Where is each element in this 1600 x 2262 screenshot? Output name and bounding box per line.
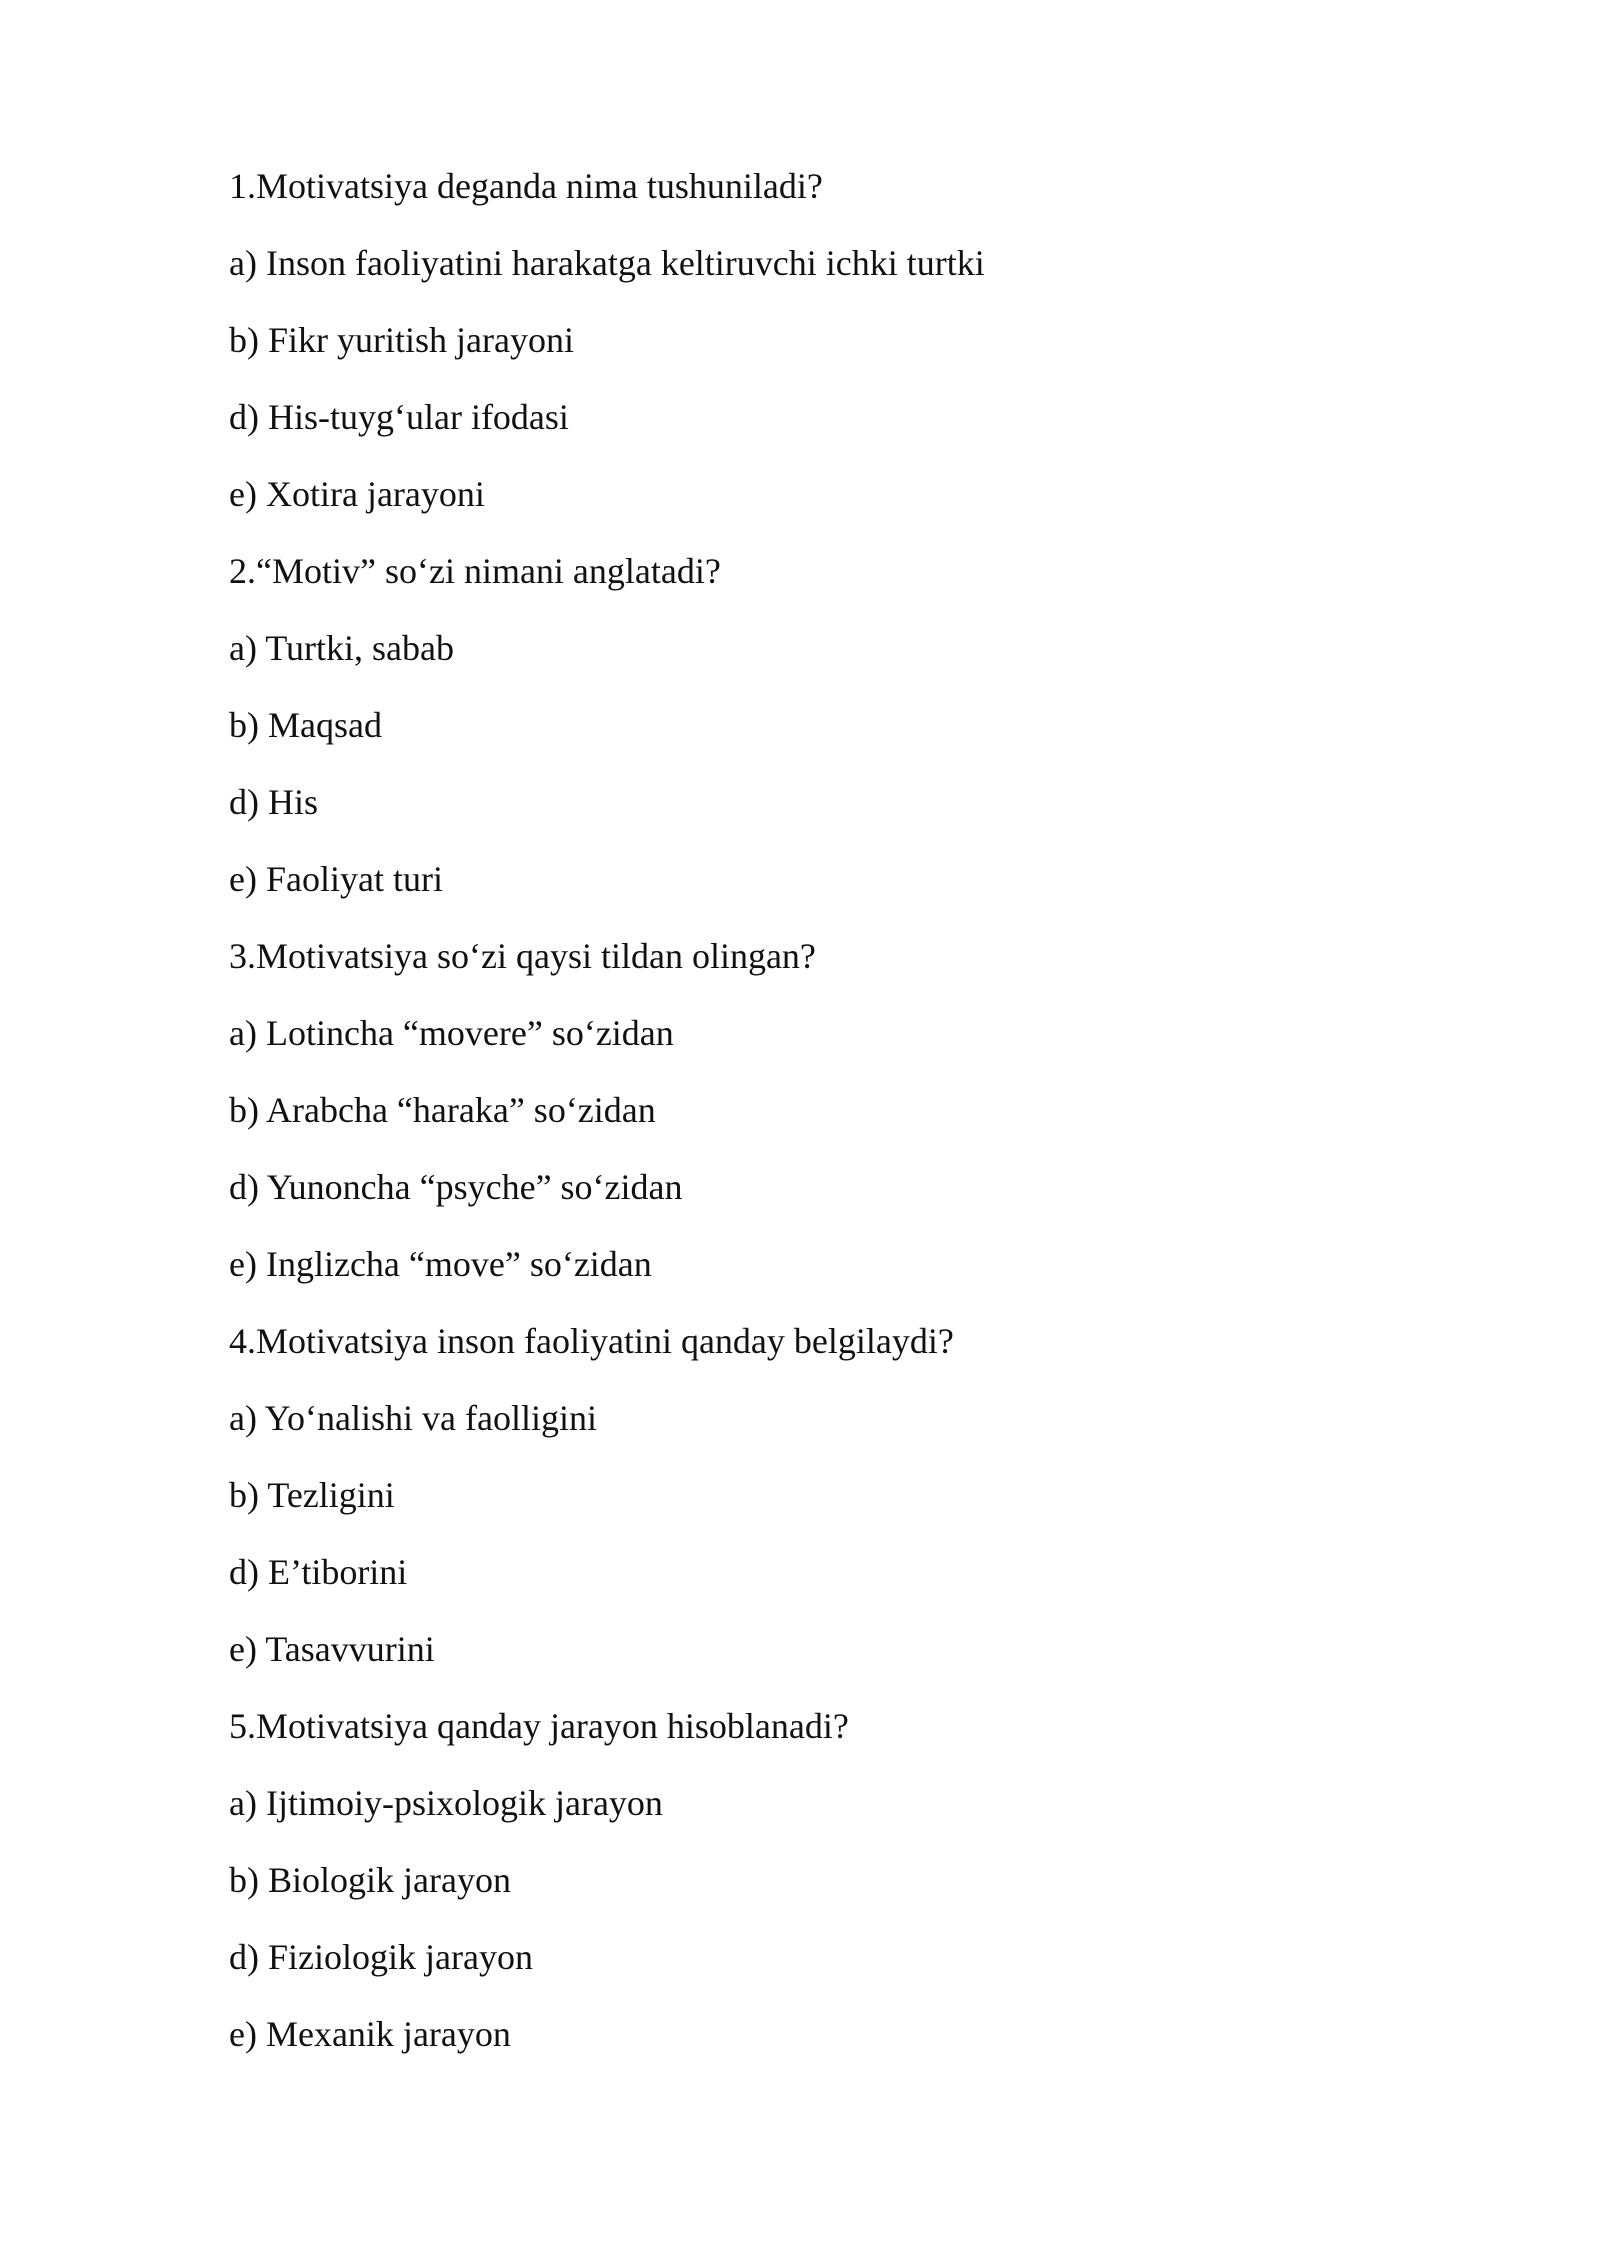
question-text: 3.Motivatsiya so‘zi qaysi tildan olingan? [229,936,816,976]
question-text: 2.“Motiv” so‘zi nimani anglatadi? [229,551,721,591]
answer-option: e) Inglizcha “move” so‘zidan [229,1244,652,1284]
answer-option: a) Inson faoliyatini harakatga keltiruvchi ichki turtki [229,243,985,283]
question-block [229,1688,1429,2073]
question-block [229,918,1429,1303]
answer-option: d) Yunoncha “psyche” so‘zidan [229,1167,683,1207]
answer-option: a) Lotincha “movere” so‘zidan [229,1013,674,1053]
answer-option: b) Biologik jarayon [229,1860,511,1900]
question-text: 1.Motivatsiya deganda nima tushuniladi? [229,166,823,206]
question-text: 5.Motivatsiya qanday jarayon hisoblanadi? [229,1706,849,1746]
answer-option: d) Fiziologik jarayon [229,1937,533,1977]
answer-option: e) Faoliyat turi [229,859,443,899]
quiz-content [229,148,1429,2073]
answer-option: e) Tasavvurini [229,1629,435,1669]
answer-option: a) Ijtimoiy-psixologik jarayon [229,1783,663,1823]
answer-option: a) Turtki, sabab [229,628,454,668]
answer-option: e) Xotira jarayoni [229,474,485,514]
answer-option: a) Yo‘nalishi va faolligini [229,1398,597,1438]
answer-option: b) Arabcha “haraka” so‘zidan [229,1090,656,1130]
question-block [229,1303,1429,1688]
question-text: 4.Motivatsiya inson faoliyatini qanday belgilaydi? [229,1321,954,1361]
answer-option: b) Maqsad [229,705,382,745]
answer-option: d) E’tiborini [229,1552,408,1592]
question-block [229,533,1429,918]
answer-option: d) His-tuyg‘ular ifodasi [229,397,569,437]
answer-option: b) Fikr yuritish jarayoni [229,320,574,360]
answer-option: d) His [229,782,318,822]
answer-option: b) Tezligini [229,1475,395,1515]
answer-option: e) Mexanik jarayon [229,2014,511,2054]
question-block [229,148,1429,533]
